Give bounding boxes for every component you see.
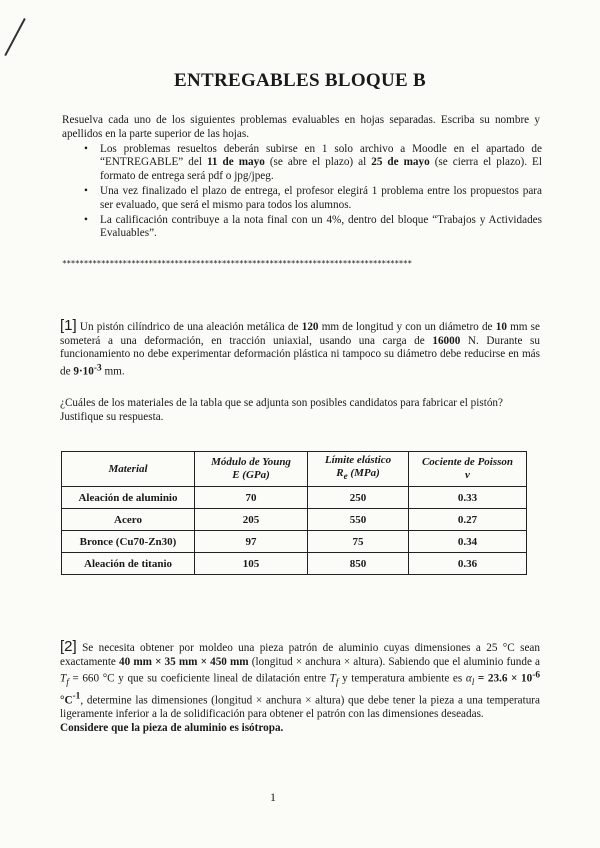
list-item: • La calificación contribuye a la nota final con un 4%, dentro del bloque “Trabajos y Actividades Evaluables”. xyxy=(84,214,542,240)
header-young: Módulo de Young E (GPa) xyxy=(195,452,308,487)
problem-number: [2] xyxy=(60,638,77,655)
materials-table xyxy=(61,451,527,575)
page-title: ENTREGABLES BLOQUE B xyxy=(173,70,427,91)
bullet-icon: • xyxy=(84,185,88,198)
list-item: • Los problemas resueltos deberán subirse en 1 solo archivo a Moodle en el apartado de “ENTREGABLE” del 11 de mayo (se abre el plazo) al 25 de mayo (se cierra el plazo). El formato de entrega será pdf o jpg/jpeg. xyxy=(84,143,542,182)
header-material: Material xyxy=(62,452,195,487)
bullet-icon: • xyxy=(84,214,88,227)
table-row: Aleación de titanio 105 850 0.36 xyxy=(62,553,527,575)
problem-1-question: ¿Cuáles de los materiales de la tabla que se adjunta son posibles candidatos para fabricar el pistón? Justifique su respuesta. xyxy=(60,397,503,423)
table-row: Acero 205 550 0.27 xyxy=(62,509,527,531)
table-header-row xyxy=(62,452,527,487)
problem-number: [1] xyxy=(60,317,77,334)
intro-paragraph: Resuelva cada uno de los siguientes problemas evaluables en hojas separadas. Escriba su nombre y apellidos en la parte superior de las hojas. xyxy=(62,114,540,140)
table-row: Bronce (Cu70-Zn30) 97 75 0.34 xyxy=(62,531,527,553)
table-row: Aleación de aluminio 70 250 0.33 xyxy=(62,487,527,509)
list-item: • Una vez finalizado el plazo de entrega, el profesor elegirá 1 problema entre los propuestos para ser evaluado, que será el mismo para todos los alumnos. xyxy=(84,185,542,211)
page-number: 1 xyxy=(270,790,276,804)
bullet-icon: • xyxy=(84,143,88,155)
problem-1: [1] Un pistón cilíndrico de una aleación metálica de 120 mm de longitud y con un diámetro de 10 mm se someterá a una deformación, en tracción uniaxial, usando una carga de 16000 N. Durante su funcionamiento no debe experimentar deformación plástica ni tampoco su diámetro debe reducirse en más de $9\cdot 10^{-3}$ mm. xyxy=(60,317,541,378)
instructions-list xyxy=(84,143,542,243)
problem-2-note: Considere que la pieza de aluminio es isótropa. xyxy=(60,721,284,734)
pen-mark xyxy=(4,18,25,56)
header-poisson: Cociente de Poisson ν xyxy=(409,452,527,487)
header-yield: Límite elástico $R_e$ (MPa) xyxy=(308,452,409,487)
problem-2: [2] Se necesita obtener por moldeo una pieza patrón de aluminio cuyas dimensiones a 25 °C sean exactamente 40 mm × 35 mm × 450 mm (longitud × anchura × altura). Sabiendo que el aluminio funde a $T_f = 660$ °C y que su coeficiente lineal de dilatación entre $T_f$ y temperatura ambiente es $\alpha_l = 23.6 \times 10^{-6}$ $^\circ C^{-1}$, determine las dimensiones (longitud × anchura × altura) que debe tener la pieza a una temperatura ligeramente inferior a la de solidificación para obtener el patrón con las dimensiones deseadas. Considere que la pieza de aluminio es isótropa. xyxy=(60,638,540,734)
asterisk-divider: ********************************************************************************* xyxy=(62,259,412,268)
